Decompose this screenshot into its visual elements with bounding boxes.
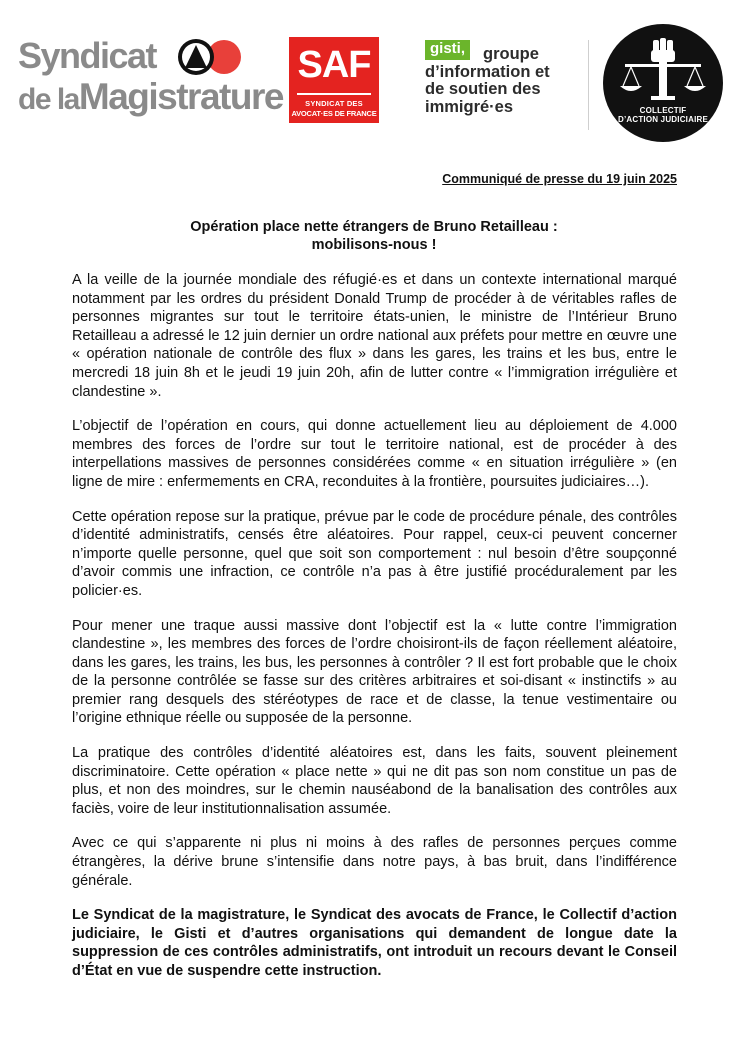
logo-divider: [588, 40, 589, 130]
document-title-line1: Opération place nette étrangers de Bruno Retailleau :: [190, 219, 558, 235]
document-body: [72, 271, 677, 997]
sm-emblem-icon: [174, 38, 246, 76]
gisti-logo-line: de soutien des: [425, 80, 541, 98]
document-title: [72, 218, 676, 254]
fist-scales-icon: [603, 24, 723, 142]
gisti-logo-line: d’information et: [425, 62, 550, 81]
press-release-date: Communiqué de presse du 19 juin 2025: [442, 172, 677, 186]
body-paragraph: A la veille de la journée mondiale des réfugié·es et dans un contexte international marqué notamment par les ordres du président Donald Trump de procéder à de véritables rafles de personnes migrantes sur tout le territoire états-unien, le ministre de l’Intérieur Bruno Retailleau a adressé le 12 juin dernier un ordre national aux préfets pour mettre en œuvre une « opération nationale de contrôle des flux » dans les gares, les trains et les bus, entre le mercredi 18 juin 8h et le jeudi 19 juin 20h, afin de lutter contre « l’immigration irrégulière et clandestine ».: [72, 272, 677, 400]
caj-logo-line2: D’ACTION JUDICIAIRE: [617, 115, 709, 124]
body-paragraph: Cette opération repose sur la pratique, prévue par le code de procédure pénale, des contrôles d’identité administratifs, censés être aléatoires. Pour rappel, ceux-ci peuvent concerner n’importe quelle personne, quel que soit son comportement : nul besoin d’être soupçonné d’avoir commis une infraction, ce contrôle n’a pas à être justifié procéduralement par les policier·es.: [72, 508, 677, 599]
saf-logo-title: SAF: [297, 44, 371, 86]
body-paragraph: La pratique des contrôles d’identité aléatoires est, dans les faits, souvent pleinement discriminatoire. Cette opération « place nette » qui ne dit pas son nom constitue un pas de plus, et non des moindres, sur le chemin nauséabond de la banalisation des contrôles aux faciès, voire de leur institutionnalisation assumée.: [72, 745, 677, 817]
sm-logo-line2: [18, 78, 283, 124]
gisti-logo-line: groupe: [483, 45, 539, 63]
gisti-logo-badge: gisti,: [425, 40, 470, 60]
saf-logo-sub1: SYNDICAT DES: [305, 99, 363, 108]
sm-logo-small-text: de la: [18, 83, 79, 116]
syndicat-magistrature-logo: [18, 35, 283, 118]
document-title-line2: mobilisons-nous !: [311, 237, 437, 253]
caj-logo-line1: COLLECTIF: [639, 106, 687, 115]
sm-logo-line1: Syndicat: [18, 35, 157, 76]
gisti-logo: [425, 40, 585, 120]
logo-header: [0, 0, 748, 150]
gisti-logo-line: immigré·es: [425, 97, 514, 116]
saf-logo-sub2: AVOCAT·ES DE FRANCE: [291, 109, 377, 118]
saf-logo-divider: [297, 93, 371, 95]
saf-logo: [289, 37, 379, 123]
body-paragraph: L’objectif de l’opération en cours, qui donne actuellement lieu au déploiement de 4.000 membres des forces de l’ordre sur tout le territoire national, est de procéder à des interpellations massives de personnes considérées comme « en situation irrégulière » (en ligne de mire : enfermements en CRA, reconduites à la frontière, poursuites judiciaires…).: [72, 418, 677, 490]
collectif-action-judiciaire-logo: [603, 24, 723, 142]
gisti-logo-text: [425, 46, 550, 116]
body-paragraph: Avec ce qui s’apparente ni plus ni moins à des rafles de personnes perçues comme étrangères, la dérive brune s’intensifie dans notre pays, à bas bruit, dans l’indifférence générale.: [72, 835, 677, 889]
body-paragraph: Pour mener une traque aussi massive dont l’objectif est la « lutte contre l’immigration clandestine », les membres des forces de l’ordre choisiront-ils de façon réellement aléatoire, dans les gares, les trains, les bus, les personnes à contrôler ? Il est fort probable que le choix de la personne contrôlée se fasse sur des critères arbitraires et soi-disant « instinctifs » au premier rang desquels des stéréotypes de race et de classe, la tenue vestimentaire ou l’origine ethnique réelle ou supposée de la personne.: [72, 617, 677, 727]
closing-paragraph: Le Syndicat de la magistrature, le Syndicat des avocats de France, le Collectif d’action judiciaire, le Gisti et d’autres organisations qui demandent de longue date la suppression de ces contrôles administratifs, ont introduit un recours devant le Conseil d’État en vue de suspendre cette instruction.: [72, 907, 677, 979]
sm-logo-big-text: Magistrature: [78, 76, 283, 117]
